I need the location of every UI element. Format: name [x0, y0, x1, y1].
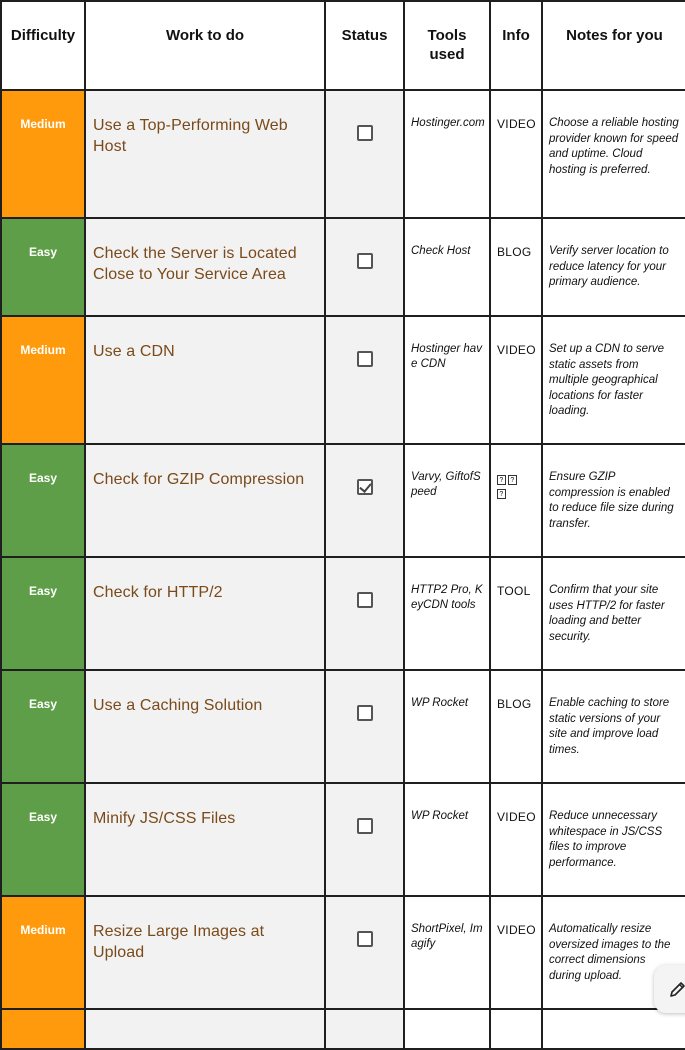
- work-text: Check the Server is Located Close to Your Service Area: [93, 245, 297, 283]
- tools-cell: [404, 896, 490, 1009]
- header-tools: [404, 1, 490, 90]
- status-checkbox[interactable]: [357, 931, 373, 947]
- status-cell: [325, 557, 404, 670]
- table-row: [1, 1009, 685, 1049]
- notes-text: Automatically resize oversized images to the correct dimensions during upload.: [549, 923, 671, 982]
- work-cell[interactable]: [85, 218, 325, 316]
- header-tools-line1: Tools: [427, 27, 467, 44]
- notes-text: Set up a CDN to serve static assets from multiple geographical locations for faster loading.: [549, 343, 665, 417]
- notes-text: Confirm that your site uses HTTP/2 for faster loading and better security.: [549, 584, 665, 643]
- table-row: [1, 90, 685, 218]
- info-cell: [490, 557, 542, 670]
- difficulty-label: Medium: [20, 343, 66, 357]
- table-row: [1, 670, 685, 783]
- info-cell: [490, 896, 542, 1009]
- status-cell: [325, 896, 404, 1009]
- info-cell: [490, 1009, 542, 1049]
- difficulty-badge: [1, 896, 85, 1009]
- work-text: Minify JS/CSS Files: [93, 810, 236, 827]
- header-info: Info: [490, 1, 542, 90]
- status-cell: [325, 218, 404, 316]
- notes-text: Choose a reliable hosting provider known for speed and uptime. Cloud hosting is preferred.: [549, 117, 679, 176]
- work-cell[interactable]: [85, 670, 325, 783]
- work-cell[interactable]: [85, 316, 325, 444]
- tools-text: Hostinger.com: [411, 117, 485, 129]
- tools-cell: [404, 557, 490, 670]
- work-cell[interactable]: [85, 783, 325, 896]
- status-cell: [325, 316, 404, 444]
- work-text: Use a Top-Performing Web Host: [93, 117, 288, 155]
- info-cell: [490, 218, 542, 316]
- tools-text: ShortPixel, Imagify: [411, 923, 483, 950]
- tools-text: HTTP2 Pro, KeyCDN tools: [411, 584, 483, 611]
- table-row: [1, 783, 685, 896]
- tools-cell: [404, 1009, 490, 1049]
- missing-glyph-icon: ?: [497, 475, 506, 485]
- info-link[interactable]: VIDEO: [497, 923, 536, 937]
- info-link[interactable]: TOOL: [497, 584, 531, 598]
- notes-cell: [542, 557, 685, 670]
- difficulty-label: Easy: [28, 584, 58, 598]
- info-link[interactable]: VIDEO: [497, 810, 536, 824]
- info-cell: [490, 316, 542, 444]
- table-row: [1, 316, 685, 444]
- work-cell[interactable]: [85, 557, 325, 670]
- status-checkbox[interactable]: [357, 592, 373, 608]
- tools-cell: [404, 218, 490, 316]
- difficulty-label: Medium: [20, 117, 66, 131]
- tools-text: Varvy, GiftofSpeed: [411, 471, 481, 498]
- header-status: Status: [325, 1, 404, 90]
- status-checkbox[interactable]: [357, 253, 373, 269]
- status-cell: [325, 444, 404, 557]
- status-checkbox[interactable]: [357, 705, 373, 721]
- tools-cell: [404, 783, 490, 896]
- work-text: Use a CDN: [93, 343, 175, 360]
- info-cell: [490, 444, 542, 557]
- pencil-icon: [668, 979, 685, 999]
- work-cell[interactable]: [85, 444, 325, 557]
- work-cell[interactable]: [85, 896, 325, 1009]
- difficulty-badge: [1, 218, 85, 316]
- info-cell: [490, 90, 542, 218]
- notes-cell: [542, 90, 685, 218]
- notes-text: Ensure GZIP compression is enabled to reduce file size during transfer.: [549, 471, 674, 530]
- difficulty-label: Medium: [20, 923, 66, 937]
- work-text: Resize Large Images at Upload: [93, 923, 265, 961]
- tools-text: WP Rocket: [411, 810, 469, 822]
- status-cell: [325, 1009, 404, 1049]
- difficulty-badge: [1, 783, 85, 896]
- status-checkbox[interactable]: [357, 479, 373, 495]
- header-difficulty: Difficulty: [1, 1, 85, 90]
- difficulty-label: Easy: [28, 245, 58, 259]
- edit-button[interactable]: [654, 965, 685, 1013]
- info-link[interactable]: BLOG: [497, 245, 532, 259]
- notes-cell: [542, 444, 685, 557]
- table-row: [1, 218, 685, 316]
- status-cell: [325, 90, 404, 218]
- tools-text: WP Rocket: [411, 697, 469, 709]
- difficulty-label: Easy: [28, 471, 58, 485]
- notes-text: Enable caching to store static versions of your site and improve load times.: [549, 697, 670, 756]
- status-checkbox[interactable]: [357, 351, 373, 367]
- notes-cell: [542, 218, 685, 316]
- header-tools-line2: used: [429, 46, 465, 63]
- missing-glyph-icon: ?: [508, 475, 517, 485]
- difficulty-badge: [1, 557, 85, 670]
- notes-text: Verify server location to reduce latency for your primary audience.: [549, 245, 669, 288]
- difficulty-badge: [1, 90, 85, 218]
- table-row: [1, 896, 685, 1009]
- notes-cell: [542, 1009, 685, 1049]
- tools-cell: [404, 90, 490, 218]
- tools-text: Hostinger have CDN: [411, 343, 482, 370]
- notes-text: Reduce unnecessary whitespace in JS/CSS files to improve performance.: [549, 810, 663, 869]
- status-cell: [325, 783, 404, 896]
- header-row: [1, 1, 685, 90]
- tools-cell: [404, 670, 490, 783]
- missing-glyph-icon: ?: [497, 489, 506, 499]
- status-checkbox[interactable]: [357, 125, 373, 141]
- difficulty-label: Easy: [28, 810, 58, 824]
- work-text: Check for GZIP Compression: [93, 471, 305, 488]
- info-cell: [490, 670, 542, 783]
- header-work: Work to do: [85, 1, 325, 90]
- work-text: Check for HTTP/2: [93, 584, 223, 601]
- difficulty-badge: [1, 316, 85, 444]
- notes-cell: [542, 783, 685, 896]
- notes-cell: [542, 670, 685, 783]
- difficulty-badge: [1, 444, 85, 557]
- difficulty-badge: [1, 670, 85, 783]
- info-cell: [490, 783, 542, 896]
- tools-text: Check Host: [411, 245, 471, 257]
- table-row: [1, 444, 685, 557]
- tools-cell: [404, 444, 490, 557]
- header-notes: Notes for you: [542, 1, 685, 90]
- work-cell[interactable]: [85, 90, 325, 218]
- table-row: [1, 557, 685, 670]
- difficulty-label: Easy: [28, 697, 58, 711]
- work-text: Use a Caching Solution: [93, 697, 263, 714]
- info-link[interactable]: VIDEO: [497, 117, 536, 131]
- notes-cell: [542, 316, 685, 444]
- tools-cell: [404, 316, 490, 444]
- info-link[interactable]: BLOG: [497, 697, 532, 711]
- info-link[interactable]: VIDEO: [497, 343, 536, 357]
- status-checkbox[interactable]: [357, 818, 373, 834]
- status-cell: [325, 670, 404, 783]
- difficulty-badge: [1, 1009, 85, 1049]
- work-cell[interactable]: [85, 1009, 325, 1049]
